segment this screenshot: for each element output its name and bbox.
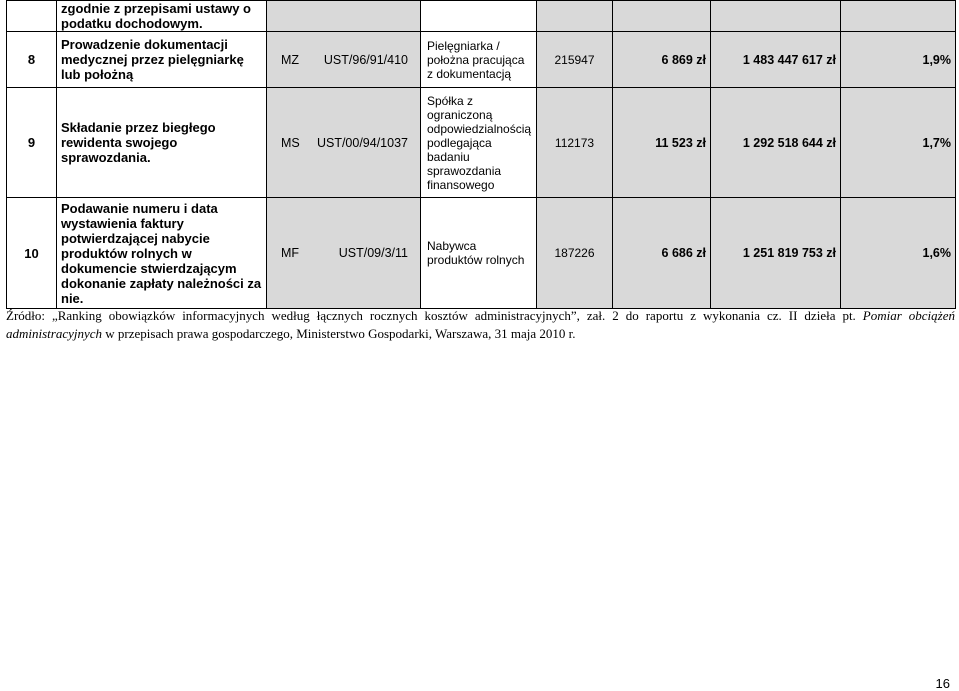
activity-cell: zgodnie z przepisami ustawy o podatku dochodowym. [57,1,267,32]
institution-cell [267,88,421,198]
count-cell: 187226 [537,198,613,309]
total-cost-cell: 1 292 518 644 zł [711,88,841,198]
activity-cell: Podawanie numeru i data wystawienia faktury potwierdzającej nabycie produktów rolnych w dokumencie stwierdzającym dokonanie zapłaty należności za nie. [57,198,267,309]
source-note [6,307,955,343]
ministry-code: MZ [281,52,300,67]
row-number: 10 [7,198,57,309]
unit-cost-cell: 6 869 zł [613,32,711,88]
ministry-code: MF [281,246,300,260]
row-number [7,1,57,32]
share-cell: 1,6% [841,198,956,309]
table-row [7,88,956,198]
count-cell: 112173 [537,88,613,198]
source-prefix: Źródło: „Ranking obowiązków informacyjnych według łącznych rocznych kosztów administracyjnych”, zał. 2 do raportu z wykonania cz. II dzieła pt. [6,308,863,323]
page-number: 16 [935,676,950,691]
row-number: 8 [7,32,57,88]
table-row [7,32,956,88]
table-row [7,198,956,309]
entity-cell: Nabywca produktów rolnych [421,198,537,309]
activity-cell: Składanie przez biegłego rewidenta swojego sprawozdania. [57,88,267,198]
entity-cell: Spółka z ograniczoną odpowiedzialnością podlegająca badaniu sprawozdania finansowego [421,88,537,198]
share-cell: 1,7% [841,88,956,198]
act-code: UST/00/94/1037 [316,135,408,150]
act-code: UST/96/91/410 [323,52,408,67]
row-number: 9 [7,88,57,198]
total-cost-cell: 1 483 447 617 zł [711,32,841,88]
share-cell [841,1,956,32]
source-title: Pomiar obciążeń administracyjnych [6,308,955,341]
institution-cell [267,1,421,32]
count-cell: 215947 [537,32,613,88]
share-cell: 1,9% [841,32,956,88]
entity-cell [421,1,537,32]
entity-cell: Pielęgniarka / położna pracująca z dokumentacją [421,32,537,88]
obligations-table [6,0,956,309]
table-row-continued [7,1,956,32]
institution-cell [267,198,421,309]
count-cell [537,1,613,32]
source-suffix: w przepisach prawa gospodarczego, Ministerstwo Gospodarki, Warszawa, 31 maja 2010 r. [102,326,576,341]
unit-cost-cell: 11 523 zł [613,88,711,198]
act-code: UST/09/3/11 [338,246,408,260]
ministry-code: MS [281,135,300,150]
activity-cell: Prowadzenie dokumentacji medycznej przez pielęgniarkę lub położną [57,32,267,88]
institution-cell [267,32,421,88]
unit-cost-cell: 6 686 zł [613,198,711,309]
total-cost-cell: 1 251 819 753 zł [711,198,841,309]
total-cost-cell [711,1,841,32]
unit-cost-cell [613,1,711,32]
